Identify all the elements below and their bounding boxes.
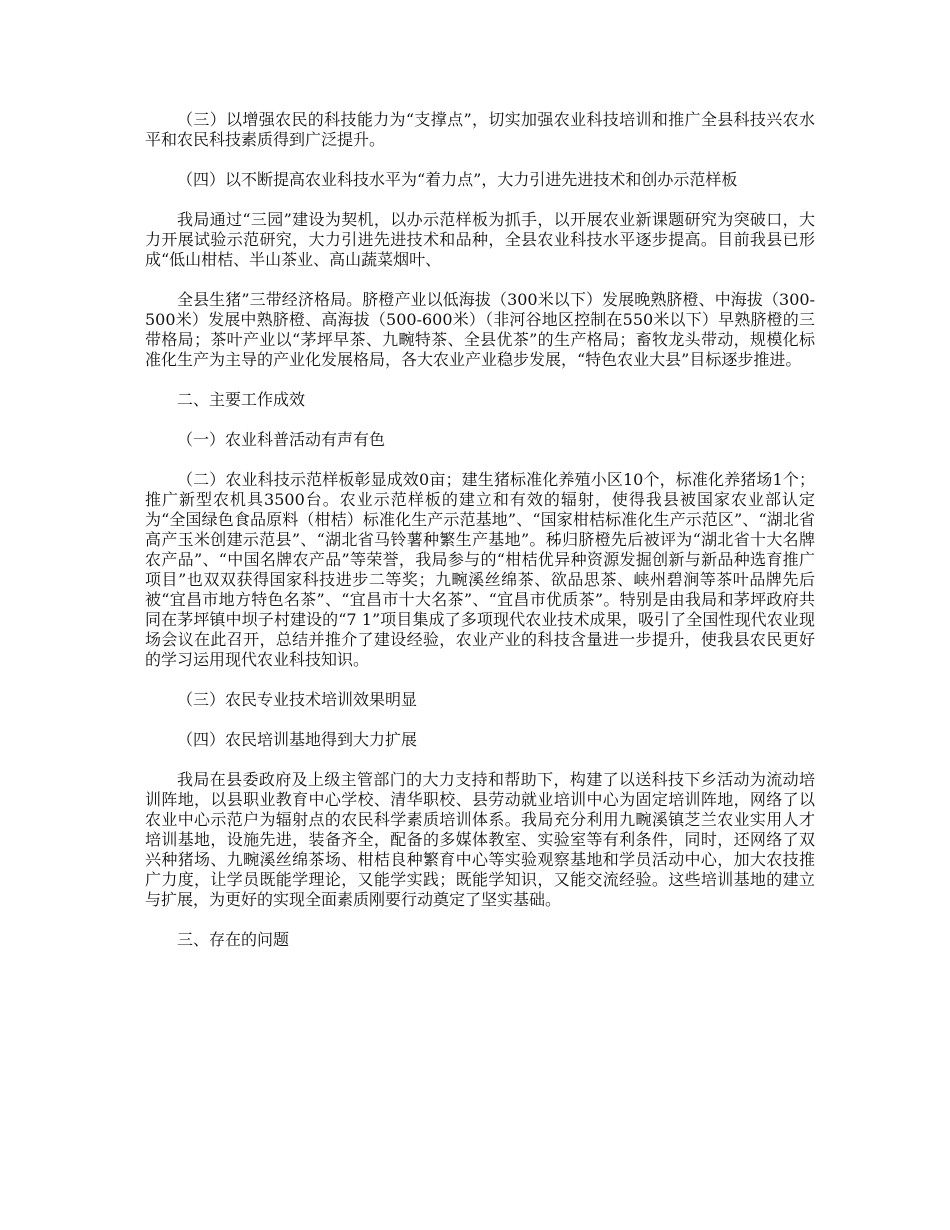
subheading-training-bases: （四）农民培训基地得到大力扩展	[177, 730, 418, 749]
subheading-technical-training: （三）农民专业技术培训效果明显	[177, 690, 418, 709]
section-heading-problems: 三、存在的问题	[177, 930, 290, 949]
paragraph-three-gardens: 我局通过“三园”建设为契机，以办示范样板为抓手，以开展农业新课题研究为突破口，大力开展试验示范研究，大力引进先进技术和品种，全县农业科技水平逐步提高。目前我县已形成“低山柑桔、半山茶业、高山蔬菜烟叶、	[145, 210, 815, 269]
subheading-science-popularization: （一）农业科普活动有声有色	[177, 430, 386, 449]
paragraph-training-system: 我局在县委政府及上级主管部门的大力支持和帮助下，构建了以送科技下乡活动为流动培训阵地，以县职业教育中心学校、清华职校、县劳动就业培训中心为固定培训阵地，网络了以农业中心示范户为辐射点的农民科学素质培训体系。我局充分利用九畹溪镇芝兰农业实用人才培训基地，设施先进，装备齐全，配备的多媒体教室、实验室等有利条件，同时，还网络了双兴种猪场、九畹溪丝绵茶场、柑桔良种繁育中心等实验观察基地和学员活动中心，加大农技推广力度，让学员既能学理论，又能学实践；既能学知识，又能交流经验。这些培训基地的建立与扩展，为更好的实现全面素质刚要行动奠定了坚实基础。	[145, 770, 815, 909]
document-body	[145, 110, 815, 970]
paragraph-focus-point: （四）以不断提高农业科技水平为“着力点”，大力引进先进技术和创办示范样板	[177, 170, 738, 189]
paragraph-demonstration-models: （二）农业科技示范样板彰显成效0亩；建生猪标准化养殖小区10个，标准化养猪场1个；推广新型农机具3500台。农业示范样板的建立和有效的辐射，使得我县被国家农业部认定为“全国绿色食品原料（柑桔）标准化生产示范基地”、“国家柑桔标准化生产示范区”、“湖北省高产玉米创建示范县”、“湖北省马铃薯种繁生产基地”。秭归脐橙先后被评为“湖北省十大名牌农产品”、“中国名牌农产品”等荣誉，我局参与的“柑桔优异种资源发掘创新与新品种选育推广项目”也双双获得国家科技进步二等奖；九畹溪丝绵茶、欲品思茶、峡州碧涧等茶叶品牌先后被“宜昌市地方特色名茶”、“宜昌市十大名茶”、“宜昌市优质茶”。特别是由我局和茅坪政府共同在茅坪镇中坝子村建设的“7 1”项目集成了多项现代农业技术成果，吸引了全国性现代农业现场会议在此召开，总结并推介了建设经验，农业产业的科技含量进一步提升，使我县农民更好的学习运用现代农业科技知识。	[145, 470, 815, 669]
paragraph-support-point: （三）以增强农民的科技能力为“支撑点”，切实加强农业科技培训和推广全县科技兴农水平和农民科技素质得到广泛提升。	[145, 110, 815, 149]
paragraph-three-belts: 全县生猪”三带经济格局。脐橙产业以低海拔（300米以下）发展晚熟脐橙、中海拔（300-500米）发展中熟脐橙、高海拔（500-600米）（非河谷地区控制在550米以下）早熟脐橙的三带格局；茶叶产业以“茅坪早茶、九畹特茶、全县优茶”的生产格局；畜牧龙头带动，规模化标准化生产为主导的产业化发展格局，各大农业产业稳步发展，“特色农业大县”目标逐步推进。	[145, 290, 815, 369]
section-heading-achievements: 二、主要工作成效	[177, 390, 306, 409]
